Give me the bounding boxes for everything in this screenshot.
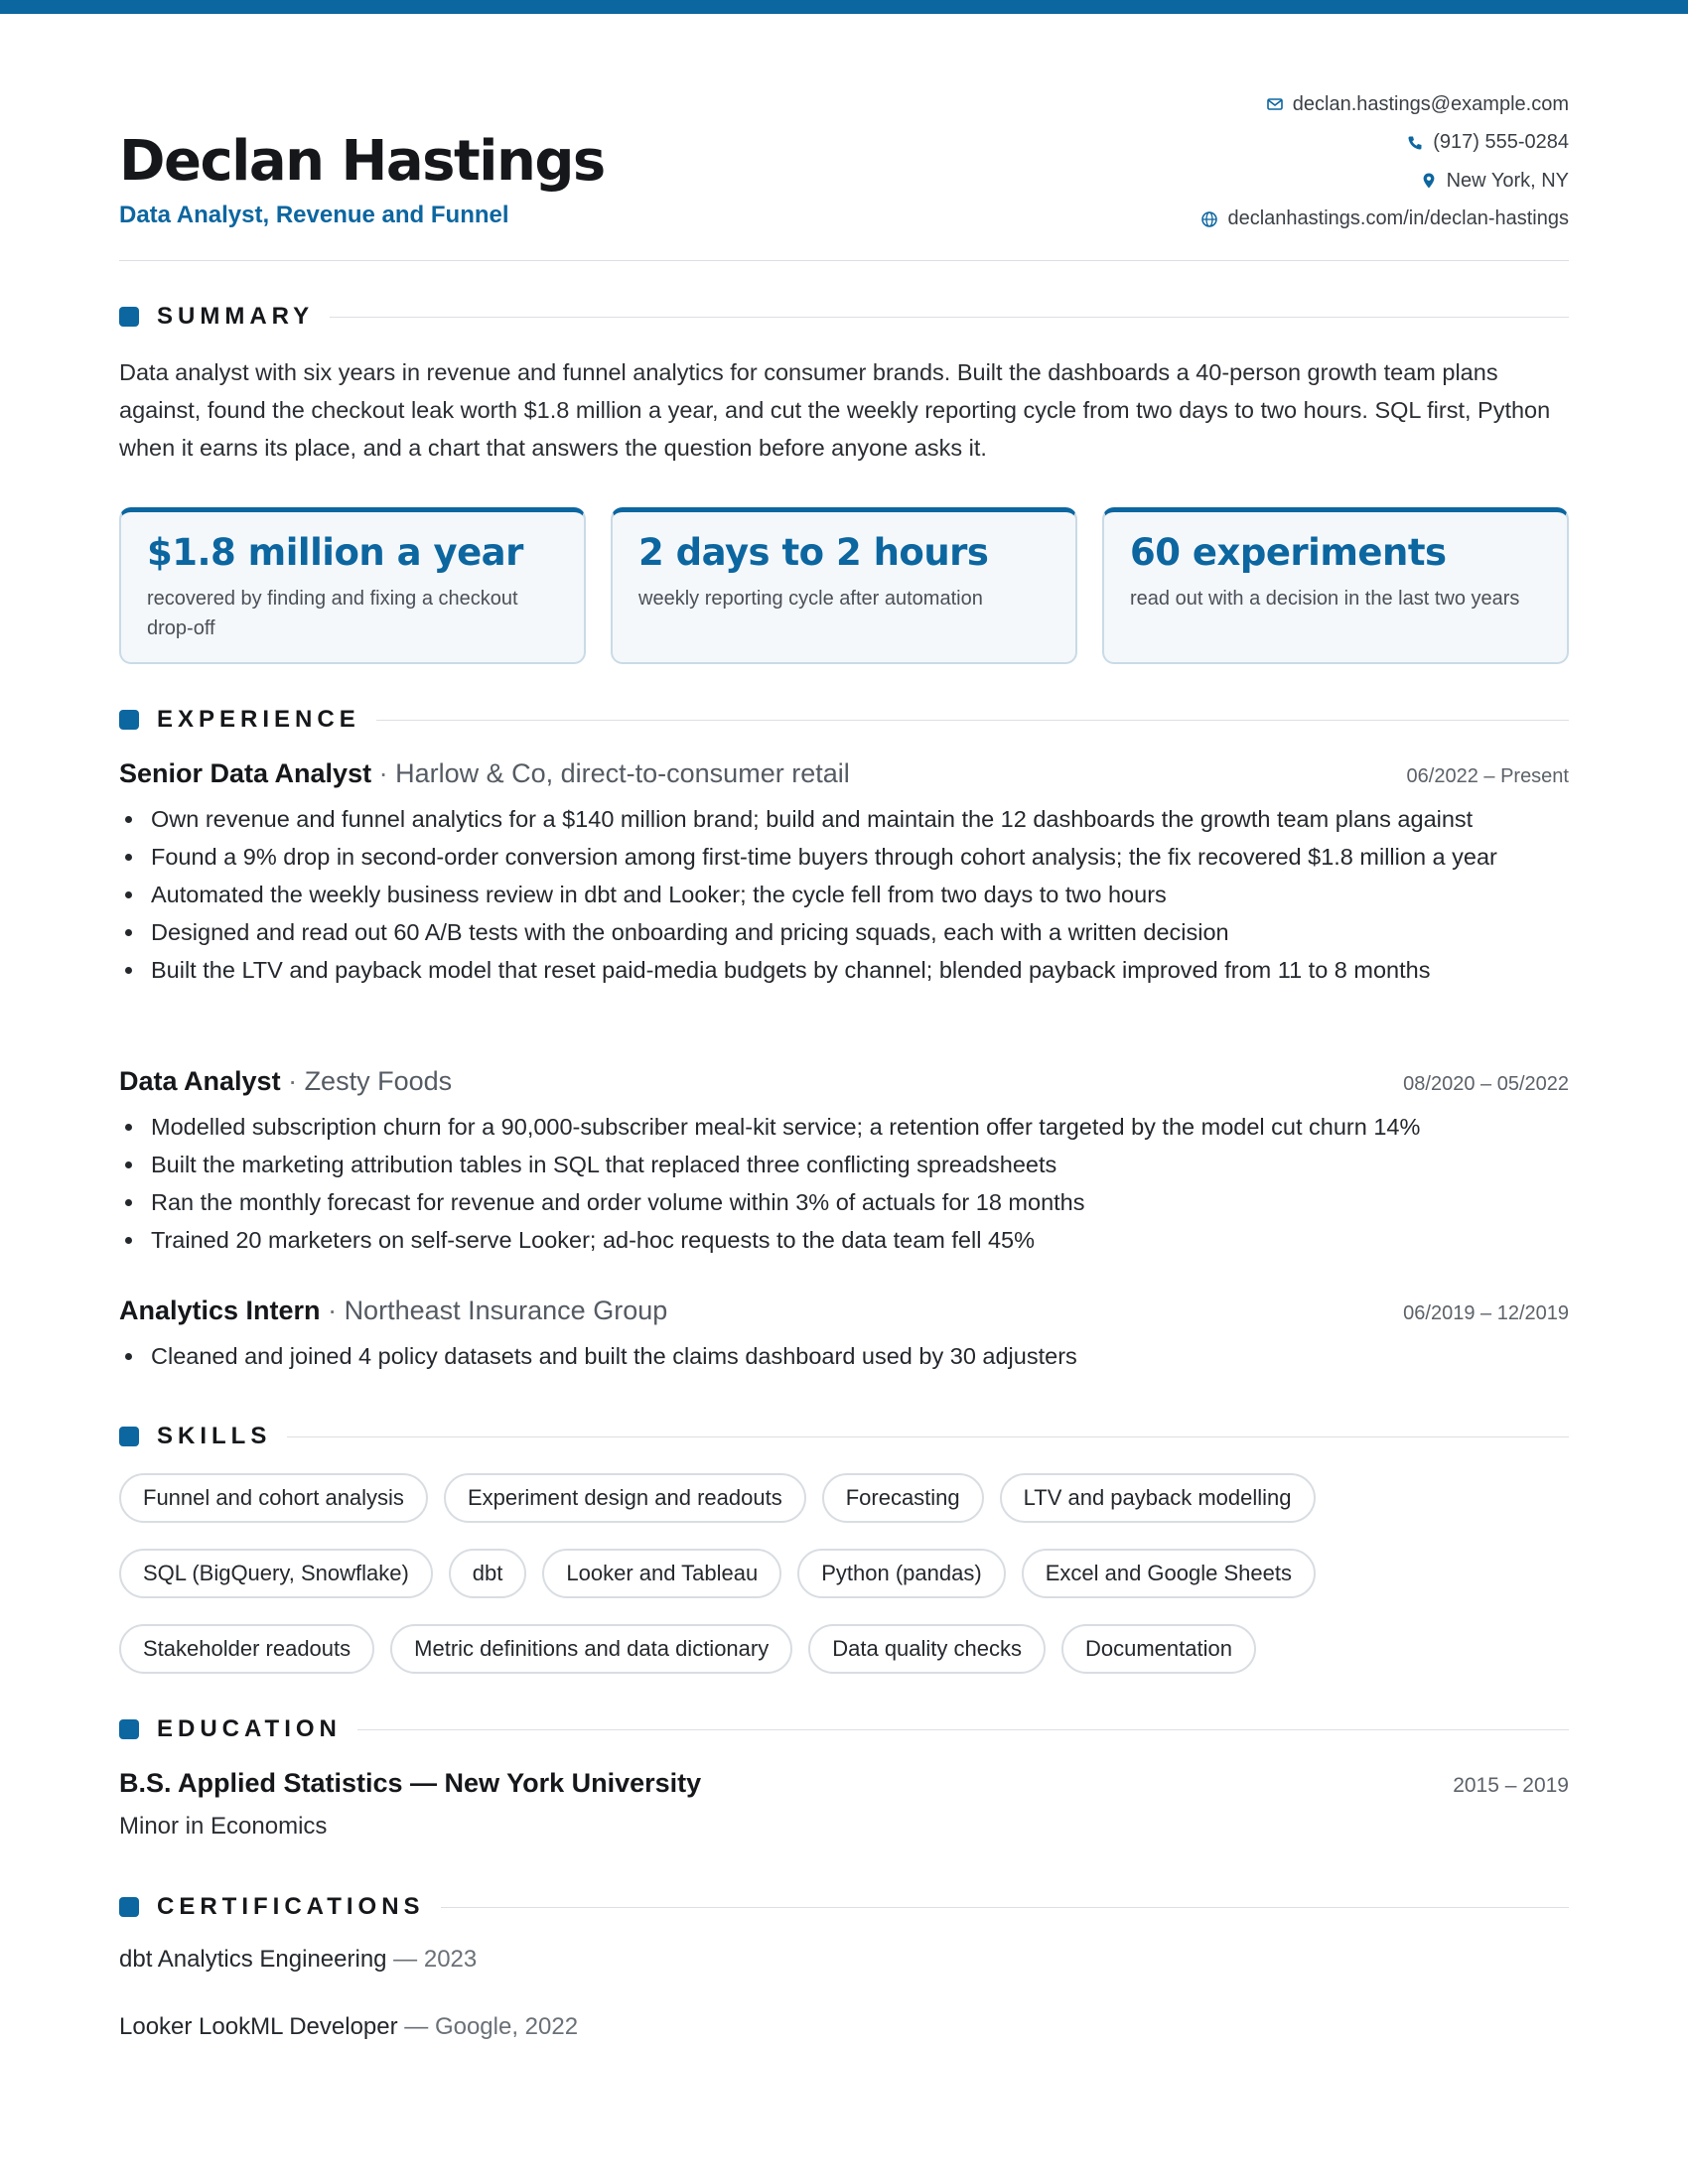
education-degree: B.S. Applied Statistics — New York University: [119, 1768, 702, 1798]
education-dates: 2015 – 2019: [1453, 1774, 1569, 1797]
contact-email[interactable]: [1199, 85, 1569, 124]
skill-chip: SQL (BigQuery, Snowflake): [119, 1549, 433, 1598]
metric-cards: [119, 507, 1569, 664]
job-title: Senior Data Analyst: [119, 758, 372, 788]
metric-description: weekly reporting cycle after automation: [638, 588, 983, 610]
job-title: Data Analyst: [119, 1066, 281, 1096]
job-company: Zesty Foods: [304, 1066, 453, 1096]
metric-value: 2 days to 2 hours: [638, 531, 989, 574]
candidate-headline: Data Analyst, Revenue and Funnel: [119, 202, 509, 228]
section-marker: [119, 1719, 139, 1739]
contact-phone-text: (917) 555-0284: [1433, 131, 1569, 154]
skill-chip: Stakeholder readouts: [119, 1624, 374, 1674]
section-divider: [330, 317, 1569, 318]
bullet-item: Designed and read out 60 A/B tests with the onboarding and pricing squads, each with a written decision: [119, 913, 1569, 951]
section-skills-heading: [119, 1422, 1569, 1451]
metric-card: [119, 507, 586, 664]
section-certifications-heading: [119, 1892, 1569, 1922]
job-dates: 06/2022 – Present: [1406, 765, 1569, 787]
skill-chip: Data quality checks: [808, 1624, 1046, 1674]
skill-chip: Forecasting: [822, 1473, 984, 1523]
job-separator: ·: [320, 1296, 345, 1325]
resume-header: [119, 0, 1569, 261]
skill-chip: Experiment design and readouts: [444, 1473, 806, 1523]
skill-chip: Funnel and cohort analysis: [119, 1473, 428, 1523]
section-title: EXPERIENCE: [157, 706, 360, 733]
bullet-item: Built the marketing attribution tables in SQL that replaced three conflicting spreadsheets: [119, 1146, 1569, 1183]
job-dates: 08/2020 – 05/2022: [1403, 1073, 1569, 1095]
contact-location-text: New York, NY: [1446, 169, 1569, 192]
section-title: CERTIFICATIONS: [157, 1893, 425, 1920]
bullet-item: Automated the weekly business review in dbt and Looker; the cycle fell from two days to two hours: [119, 876, 1569, 913]
skill-chip: LTV and payback modelling: [1000, 1473, 1316, 1523]
bullet-item: Built the LTV and payback model that reset paid-media budgets by channel; blended payback improved from 11 to 8 months: [119, 951, 1569, 989]
job-separator: ·: [280, 1066, 305, 1096]
section-marker: [119, 710, 139, 730]
education-minor: Minor in Economics: [119, 1813, 328, 1840]
certification-item: [119, 1946, 477, 1974]
skill-chip: Looker and Tableau: [542, 1549, 781, 1598]
section-divider: [376, 720, 1569, 721]
section-divider: [287, 1436, 1569, 1437]
job-dates: 06/2019 – 12/2019: [1403, 1302, 1569, 1324]
section-title: SUMMARY: [157, 303, 315, 330]
skill-chip: Documentation: [1061, 1624, 1256, 1674]
education-entry: [119, 1768, 1569, 1841]
skill-chip: Python (pandas): [797, 1549, 1005, 1598]
section-divider: [441, 1907, 1569, 1908]
location-pin-icon: [1419, 171, 1439, 191]
metric-description: read out with a decision in the last two years: [1130, 588, 1520, 610]
skill-chip: dbt: [449, 1549, 527, 1598]
certification-name: Looker LookML Developer: [119, 2013, 398, 2040]
contact-location: [1199, 162, 1569, 201]
job-company: Northeast Insurance Group: [344, 1296, 668, 1325]
bullet-item: Modelled subscription churn for a 90,000-subscriber meal-kit service; a retention offer targeted by the model cut churn 14%: [119, 1108, 1569, 1146]
bullet-item: Trained 20 marketers on self-serve Looker; ad-hoc requests to the data team fell 45%: [119, 1221, 1569, 1259]
bullet-item: Found a 9% drop in second-order conversion among first-time buyers through cohort analysis; the fix recovered $1.8 million a year: [119, 838, 1569, 876]
section-marker: [119, 307, 139, 327]
globe-icon: [1199, 209, 1219, 229]
section-title: SKILLS: [157, 1423, 272, 1449]
resume-page: [119, 0, 1569, 2040]
metric-card: [1102, 507, 1569, 664]
contact-email-text: declan.hastings@example.com: [1292, 92, 1569, 115]
candidate-name: Declan Hastings: [119, 129, 605, 194]
certification-item: [119, 2013, 578, 2041]
section-education-heading: [119, 1714, 1569, 1744]
section-marker: [119, 1897, 139, 1917]
job-entry: [119, 758, 1569, 989]
bullet-item: Ran the monthly forecast for revenue and order volume within 3% of actuals for 18 months: [119, 1183, 1569, 1221]
skills-list: [119, 1473, 1569, 1700]
phone-icon: [1405, 133, 1425, 153]
skill-chip: Metric definitions and data dictionary: [390, 1624, 792, 1674]
certification-meta: — 2023: [386, 1946, 478, 1973]
job-bullets: [119, 1108, 1569, 1259]
metric-description: recovered by finding and fixing a checkout drop-off: [147, 588, 518, 639]
job-entry: [119, 1296, 1569, 1375]
contact-website[interactable]: [1199, 201, 1569, 239]
job-title: Analytics Intern: [119, 1296, 321, 1325]
bullet-item: Cleaned and joined 4 policy datasets and built the claims dashboard used by 30 adjusters: [119, 1337, 1569, 1375]
skill-chip: Excel and Google Sheets: [1022, 1549, 1316, 1598]
metric-value: $1.8 million a year: [147, 531, 523, 574]
section-title: EDUCATION: [157, 1715, 342, 1742]
section-summary-heading: [119, 302, 1569, 332]
job-bullets: [119, 1337, 1569, 1375]
metric-card: [611, 507, 1077, 664]
job-company: Harlow & Co, direct-to-consumer retail: [395, 758, 850, 788]
bullet-item: Own revenue and funnel analytics for a $140 million brand; build and maintain the 12 dashboards the growth team plans against: [119, 800, 1569, 838]
contact-website-text: declanhastings.com/in/declan-hastings: [1227, 207, 1569, 230]
section-experience-heading: [119, 705, 1569, 735]
metric-value: 60 experiments: [1130, 531, 1447, 574]
certification-meta: — Google, 2022: [397, 2013, 579, 2040]
job-entry: [119, 1066, 1569, 1259]
job-bullets: [119, 800, 1569, 989]
contact-list: [1199, 85, 1569, 238]
contact-phone[interactable]: [1199, 124, 1569, 163]
section-marker: [119, 1427, 139, 1446]
section-divider: [357, 1729, 1569, 1730]
summary-text: Data analyst with six years in revenue and funnel analytics for consumer brands. Built the dashboards a 40-person growth team plans against, found the checkout leak worth $1.8 million a year, and cut the weekly reporting cycle from two days to two hours. SQL first, Python when it earns its place, and a chart that answers the question before anyone asks it.: [119, 359, 1551, 461]
certification-name: dbt Analytics Engineering: [119, 1946, 387, 1973]
mail-icon: [1265, 94, 1285, 114]
job-separator: ·: [371, 758, 396, 788]
